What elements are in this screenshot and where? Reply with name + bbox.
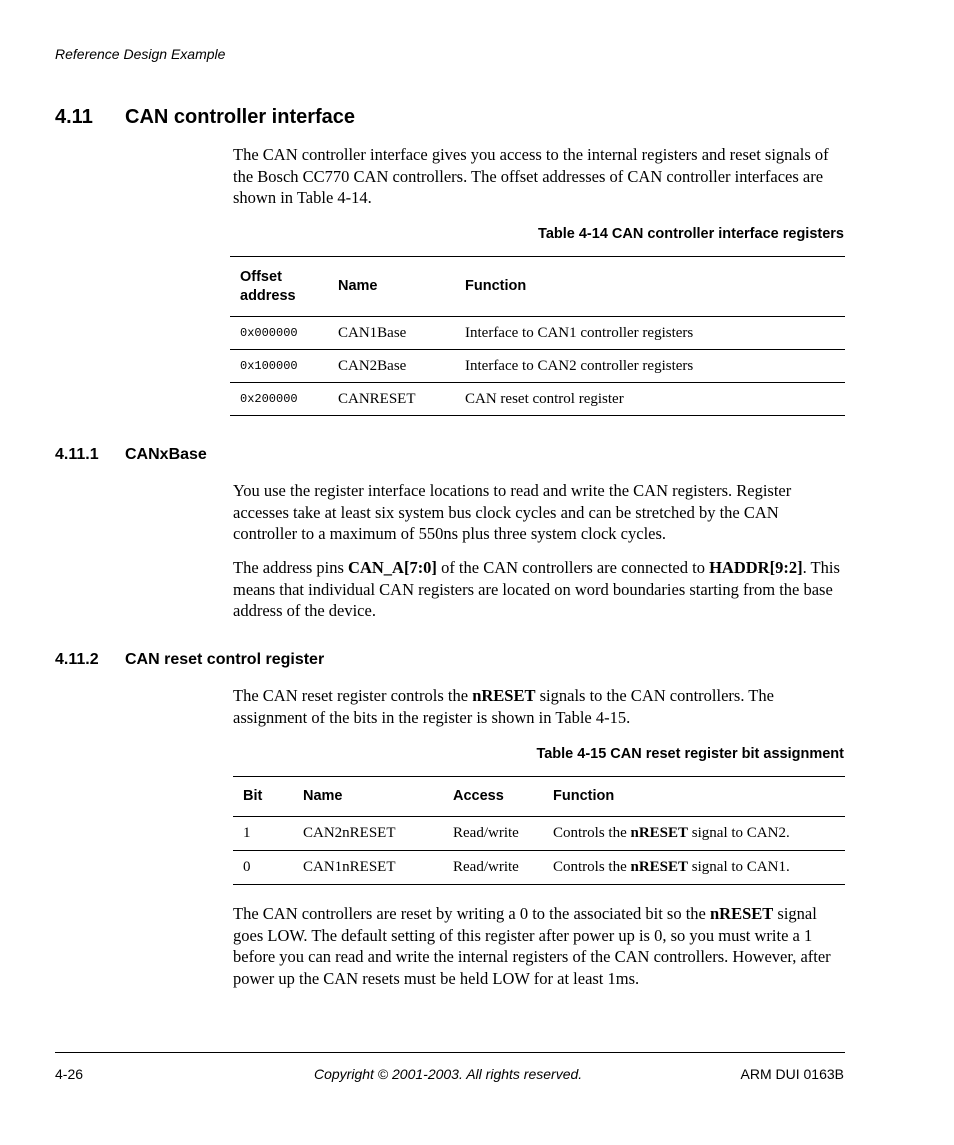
- table1-caption: Table 4-14 CAN controller interface registers: [538, 226, 844, 242]
- document-id: ARM DUI 0163B: [740, 1066, 844, 1082]
- subsection-number: 4.11.2: [55, 651, 99, 668]
- table1-cell-function: Interface to CAN1 controller registers: [455, 317, 845, 350]
- table2-caption: Table 4-15 CAN reset register bit assignment: [536, 746, 844, 762]
- table1-cell-function: Interface to CAN2 controller registers: [455, 350, 845, 383]
- table2-cell-access: Read/write: [443, 851, 543, 885]
- table2-cell-bit: 0: [233, 851, 293, 885]
- signal-name: nRESET: [472, 686, 536, 705]
- subsection-title: CAN reset control register: [125, 651, 325, 668]
- table2-cell-bit: 1: [233, 817, 293, 851]
- canxbase-paragraph-1: [233, 480, 845, 545]
- table2-header-row: [233, 777, 845, 817]
- table1-cell-offset: 0x000000: [230, 317, 328, 350]
- table1-header-name: Name: [338, 278, 378, 294]
- table1-cell-name: CANRESET: [328, 383, 455, 416]
- table1-cell-name: CAN1Base: [328, 317, 455, 350]
- table2-cell-function: Controls the nRESET signal to CAN2.: [543, 817, 845, 851]
- table-row: [233, 851, 845, 885]
- table2-header-function: Function: [553, 788, 615, 804]
- signal-name: HADDR[9:2]: [709, 558, 803, 577]
- table-row: [230, 350, 845, 383]
- footer-divider: [55, 1052, 845, 1053]
- table1-header-row: [230, 257, 845, 317]
- intro-text: The CAN controller interface gives you access to the internal registers and reset signals of the Bosch CC770 CAN controllers. The offset addresses of CAN controller interfaces are shown in Table 4-14.: [233, 145, 829, 207]
- table2-header-name: Name: [303, 788, 343, 804]
- table2-cell-function: Controls the nRESET signal to CAN1.: [543, 851, 845, 885]
- table1-header-offset: Offset address: [240, 268, 296, 304]
- intro-paragraph: [233, 144, 845, 209]
- signal-name: CAN_A[7:0]: [348, 558, 437, 577]
- table2-header-bit: Bit: [243, 788, 263, 804]
- table2-can-reset-bits: [233, 776, 845, 885]
- table2-header-access: Access: [453, 788, 504, 804]
- signal-name: nRESET: [630, 825, 689, 841]
- page-number: 4-26: [55, 1066, 84, 1082]
- subsection-title: CANxBase: [125, 446, 207, 463]
- copyright-notice: Copyright © 2001-2003. All rights reserved.: [314, 1066, 583, 1082]
- table1-can-interface-registers: [230, 256, 845, 416]
- signal-name: nRESET: [710, 904, 774, 923]
- closing-paragraph: The CAN controllers are reset by writing a 0 to the associated bit so the nRESET signal goes LOW. The default setting of this register after power up is 0, so you must write a 1 before you can read and write the internal registers of the CAN controllers. However, after power up the CAN resets must be held LOW for at least 1ms.: [233, 904, 831, 988]
- table2-cell-name: CAN2nRESET: [293, 817, 443, 851]
- table-row: [230, 317, 845, 350]
- table1-cell-offset: 0x200000: [230, 383, 328, 416]
- running-header: Reference Design Example: [55, 46, 226, 62]
- table1-cell-offset: 0x100000: [230, 350, 328, 383]
- section-title: CAN controller interface: [125, 106, 356, 128]
- table-row: [230, 383, 845, 416]
- table2-cell-name: CAN1nRESET: [293, 851, 443, 885]
- table-row: [233, 817, 845, 851]
- canxbase-paragraph-2: The address pins CAN_A[7:0] of the CAN controllers are connected to HADDR[9:2]. This means that individual CAN registers are located on word boundaries starting from the base address of the device.: [233, 558, 840, 620]
- table2-cell-access: Read/write: [443, 817, 543, 851]
- section-number: 4.11: [55, 106, 93, 128]
- table1-cell-name: CAN2Base: [328, 350, 455, 383]
- signal-name: nRESET: [630, 859, 689, 875]
- can-reset-paragraph: The CAN reset register controls the nRESET signals to the CAN controllers. The assignment of the bits in the register is shown in Table 4-15.: [233, 686, 774, 727]
- subsection-number: 4.11.1: [55, 446, 99, 463]
- canxbase-text-1: You use the register interface locations to read and write the CAN registers. Register accesses take at least six system bus clock cycles and can be stretched by the CAN controller to a maximum of 550ns plus three system clock cycles.: [233, 481, 792, 543]
- table1-header-function: Function: [465, 278, 527, 294]
- table1-cell-function: CAN reset control register: [455, 383, 845, 416]
